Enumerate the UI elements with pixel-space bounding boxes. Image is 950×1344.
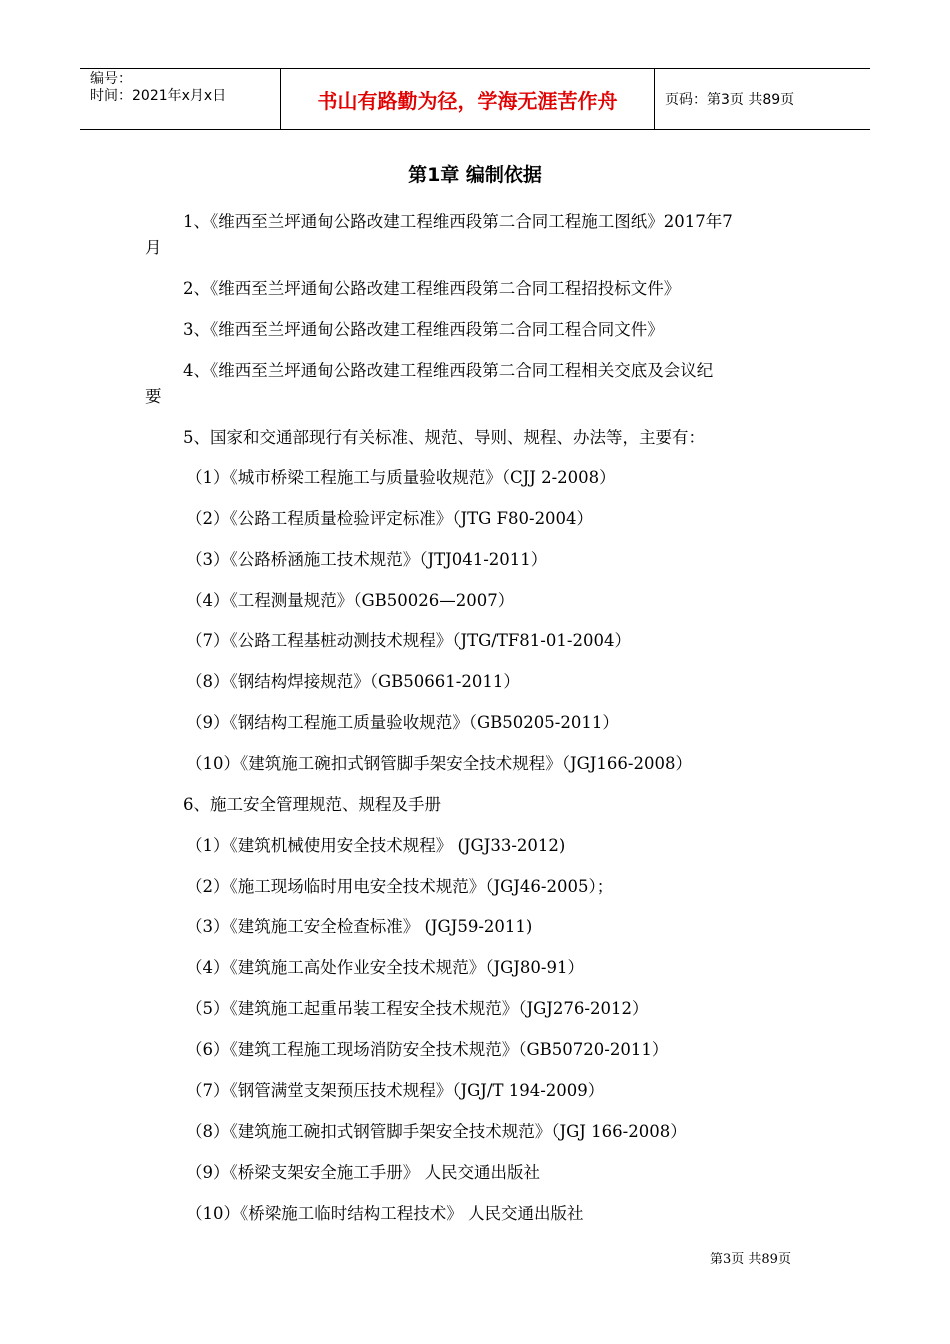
subitem-5-10: （10）《建筑施工碗扣式钢管脚手架安全技术规程》（JGJ166-2008） (186, 754, 692, 773)
subitem-5-2: （2）《公路工程质量检验评定标准》（JTG F80-2004） (186, 509, 594, 528)
subitem-6-7: （7）《钢管满堂支架预压技术规程》（JGJ/T 194-2009） (186, 1081, 605, 1100)
subitem-6-5: （5）《建筑施工起重吊装工程安全技术规范》（JGJ276-2012） (186, 999, 649, 1018)
time-label: 时间：2021年x月x日 (90, 88, 227, 104)
document-header (80, 68, 870, 130)
item-1-line-1: 1、《维西至兰坪通甸公路改建工程维西段第二合同工程施工图纸》2017年7 (183, 212, 733, 231)
header-motto: 书山有路勤为径，学海无涯苦作舟 (281, 69, 655, 129)
item-4-line-1: 4、《维西至兰坪通甸公路改建工程维西段第二合同工程相关交底及会议纪 (183, 361, 714, 380)
header-page-info: 页码：第3页 共89页 (665, 92, 795, 108)
number-label: 编号： (90, 71, 132, 87)
subitem-6-3: （3）《建筑施工安全检查标准》 (JGJ59-2011) (186, 917, 533, 936)
item-5: 5、国家和交通部现行有关标准、规范、导则、规程、办法等，主要有： (183, 428, 705, 447)
item-6: 6、施工安全管理规范、规程及手册 (183, 795, 441, 814)
subitem-5-9: （9）《钢结构工程施工质量验收规范》（GB50205-2011） (186, 713, 619, 732)
subitem-5-1: （1）《城市桥梁工程施工与质量验收规范》（CJJ 2-2008） (186, 468, 616, 487)
subitem-6-2: （2）《施工现场临时用电安全技术规范》（JGJ46-2005）； (186, 877, 614, 896)
subitem-5-4: （4）《工程测量规范》（GB50026—2007） (186, 591, 515, 610)
subitem-6-8: （8）《建筑施工碗扣式钢管脚手架安全技术规范》（JGJ 166-2008） (186, 1122, 687, 1141)
page-footer: 第3页 共89页 (710, 1252, 791, 1267)
subitem-5-8: （8）《钢结构焊接规范》（GB50661-2011） (186, 672, 520, 691)
subitem-5-7: （7）《公路工程基桩动测技术规程》（JTG/TF81-01-2004） (186, 631, 631, 650)
subitem-5-3: （3）《公路桥涵施工技术规范》（JTJ041-2011） (186, 550, 548, 569)
subitem-6-4: （4）《建筑施工高处作业安全技术规范》（JGJ80-91） (186, 958, 584, 977)
header-meta (80, 69, 281, 129)
item-4-line-2: 要 (145, 387, 162, 406)
item-3: 3、《维西至兰坪通甸公路改建工程维西段第二合同工程合同文件》 (183, 320, 664, 339)
item-2: 2、《维西至兰坪通甸公路改建工程维西段第二合同工程招投标文件》 (183, 279, 681, 298)
subitem-6-10: （10）《桥梁施工临时结构工程技术》 人民交通出版社 (186, 1204, 584, 1223)
item-1-line-2: 月 (145, 238, 162, 257)
subitem-6-1: （1）《建筑机械使用安全技术规程》 (JGJ33-2012) (186, 836, 566, 855)
chapter-title: 第1章 编制依据 (408, 164, 542, 186)
subitem-6-9: （9）《桥梁支架安全施工手册》 人民交通出版社 (186, 1163, 540, 1182)
subitem-6-6: （6）《建筑工程施工现场消防安全技术规范》（GB50720-2011） (186, 1040, 669, 1059)
